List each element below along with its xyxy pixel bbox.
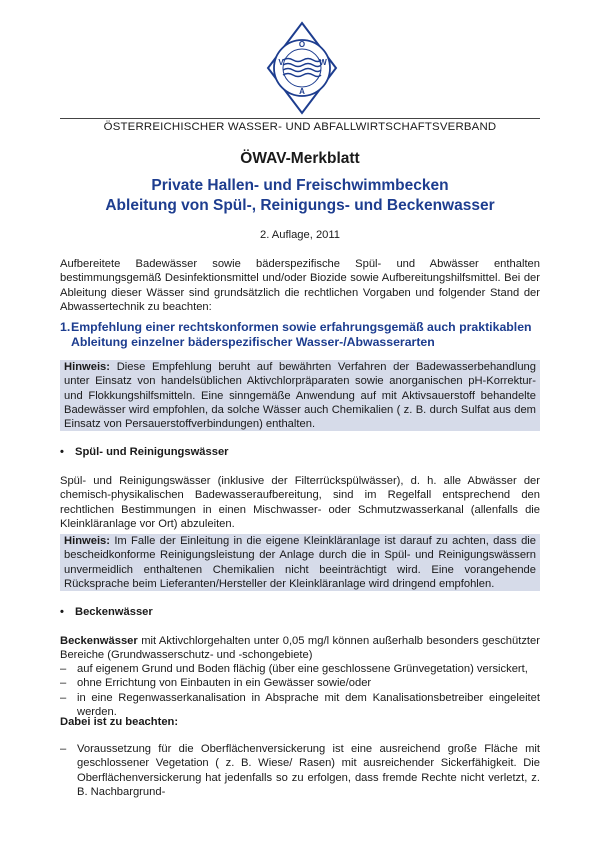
bullet-icon: • bbox=[60, 606, 64, 618]
becken-list bbox=[60, 662, 540, 719]
section-number: 1. bbox=[60, 320, 71, 334]
svg-text:V: V bbox=[278, 58, 284, 67]
organization-name: ÖSTERREICHISCHER WASSER- UND ABFALLWIRTSCHAFTSVERBAND bbox=[60, 118, 540, 133]
beachten-list bbox=[60, 742, 540, 799]
bullet-icon: • bbox=[60, 446, 64, 458]
note-box-2 bbox=[60, 534, 540, 591]
list-item-text: in eine Regenwasserkanalisation in Absprache mit dem Kanalisationsbetreiber eingeleitet werden. bbox=[77, 691, 540, 718]
document-title bbox=[0, 176, 600, 216]
dash-marker: – bbox=[60, 677, 67, 690]
becken-paragraph bbox=[60, 634, 540, 663]
svg-text:A: A bbox=[299, 87, 305, 96]
section-1-heading bbox=[60, 320, 540, 350]
dash-marker: – bbox=[60, 663, 67, 675]
spuel-paragraph: Spül- und Reinigungswässer (inklusive der Filterrückspülwässer), d. h. alle Abwässer der chemisch-physikalischen Badewasseraufbereitung, sind im Regelfall entsprechend den rechtlichen Bestimmungen in einen Mischwasser- oder Schmutzwasserkanal (allenfalls die Kleinkläranlage vor Ort) abzuleiten. bbox=[60, 475, 540, 530]
list-item bbox=[60, 676, 540, 690]
list-item-text: auf eigenem Grund und Boden flächig (über eine geschlossene Grünvegetation) versickert, bbox=[77, 663, 528, 675]
edition: 2. Auflage, 2011 bbox=[259, 229, 341, 241]
owav-logo bbox=[265, 20, 339, 116]
note-text: Diese Empfehlung beruht auf bewährten Verfahren der Badewasserbehandlung unter Einsatz von handelsüblichen Aktivchlorpräparaten sowie anorganischen pH-Korrektur- und Flokkungshilfsmitteln. Eine sinngemäße Anwendung auf mit Aktivsauerstoff behandelte Badewässer wird empfohlen, da solche Wässer auch Chemikalien ( z. B. durch Sulfat aus dem Einsatz von Persauerstoffverbindungen) enthalten. bbox=[64, 361, 536, 431]
title-line-1: Private Hallen- und Freischwimmbecken bbox=[151, 177, 449, 194]
becken-text: mit Aktivchlorgehalten unter 0,05 mg/l können außerhalb besonders geschützter Bereiche (Grundwasserschutz- und -schongebiete) bbox=[60, 635, 540, 662]
subheading-beachten: Dabei ist zu beachten: bbox=[60, 716, 179, 728]
list-item-text: ohne Errichtung von Einbauten in ein Gewässer sowie/oder bbox=[77, 677, 372, 690]
bullet-label: Spül- und Reinigungswässer bbox=[75, 446, 229, 458]
document-type: ÖWAV-Merkblatt bbox=[240, 150, 360, 167]
note-label: Hinweis: bbox=[64, 361, 111, 373]
bullet-becken-heading bbox=[60, 606, 153, 618]
list-item-text: Voraussetzung für die Oberflächenversickerung ist eine ausreichend große Fläche mit geschlossener Vegetation ( z. B. Wiese/ Rasen) mit ausreichender Sickerfähigkeit. Die Oberflächenversickerung hat jedenfalls so zu erfolgen, dass fremde Rechte nicht verletzt, z. B. Nachbargrund- bbox=[77, 743, 540, 798]
section-title: Empfehlung einer rechtskonformen sowie erfahrungsgemäß auch praktikablen Ableitung einzelner bäderspezifischer Wasser-/Abwasserarten bbox=[71, 320, 532, 349]
note-text: Im Falle der Einleitung in die eigene Kleinkläranlage ist darauf zu achten, dass die bescheidkonforme Reinigungsleistung der Anlage durch die in Spül- und Reinigungswässern unvermeidlich enthaltenen Chemikalien nicht beeinträchtigt wird. Eine vorangehende Rücksprache beim Lieferanten/Hersteller der Kleinkläranlage wird dringend empfohlen. bbox=[64, 535, 536, 590]
list-item bbox=[60, 662, 540, 676]
note-box-1 bbox=[60, 360, 540, 431]
list-item bbox=[60, 691, 540, 720]
svg-text:Ö: Ö bbox=[298, 40, 306, 49]
note-label: Hinweis: bbox=[64, 535, 111, 547]
intro-paragraph: Aufbereitete Badewässer sowie bäderspezifische Spül- und Abwässer enthalten bestimmungsgemäß Desinfektionsmittel und/oder Biozide sowie Aufbereitungshilfsmittel. Bei der Ableitung dieser Wässer sind grundsätzlich die rechtlichen Vorgaben und folgender Stand der Abwassertechnik zu beachten: bbox=[60, 258, 540, 313]
bullet-label: Beckenwässer bbox=[75, 606, 153, 618]
list-item bbox=[60, 742, 540, 799]
dash-marker: – bbox=[60, 691, 67, 704]
becken-bold-term: Beckenwässer bbox=[60, 635, 138, 647]
svg-text:W: W bbox=[319, 58, 327, 67]
bullet-spuel-heading bbox=[60, 446, 229, 458]
dash-marker: – bbox=[60, 743, 67, 755]
title-line-2: Ableitung von Spül-, Reinigungs- und Beckenwasser bbox=[105, 197, 495, 214]
